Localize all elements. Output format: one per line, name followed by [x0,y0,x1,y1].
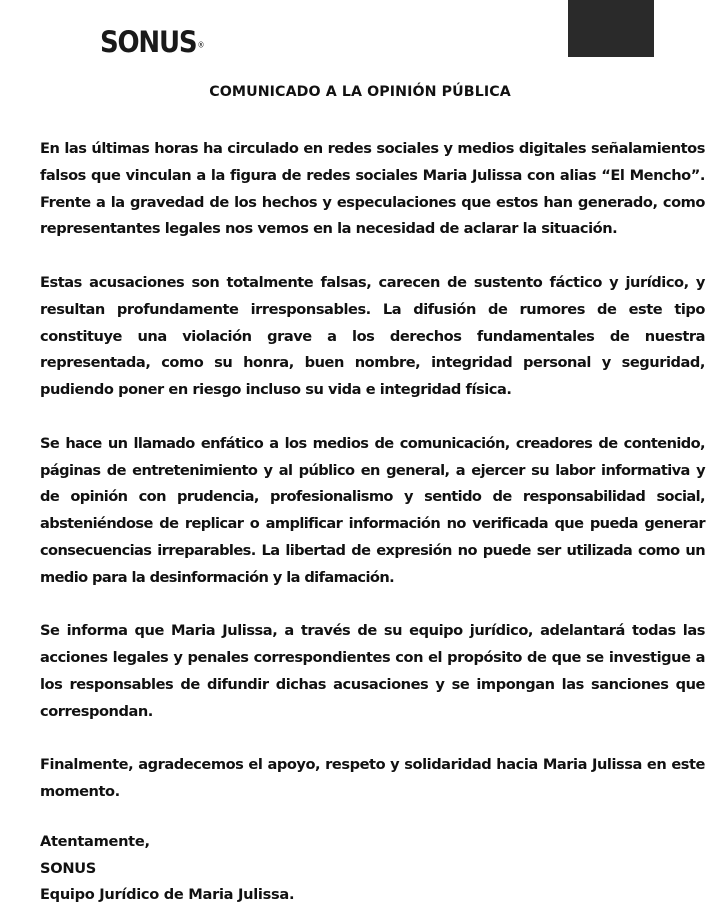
signature-company: SONUS [40,859,96,877]
sonus-logo [100,26,204,60]
signature-closing: Atentamente, [40,833,150,850]
paragraph-3: Se hace un llamado enfático a los medios de comunicación, creadores de contenido, páginas de entretenimiento y al público en general, a ejercer su labor informativa y de opinión con prudencia, profesionalismo y sentido de responsabilidad social, absteniéndose de replicar o amplificar información no verificada que pueda generar consecuencias irreparables. La libertad de expresión no puede ser utilizada como un medio para la desinformación y la difamación. [40,434,705,586]
document-title: COMUNICADO A LA OPINIÓN PÚBLICA [209,84,511,100]
logo-text: SONUS [100,26,197,60]
paragraph-5: Finalmente, agradecemos el apoyo, respeto y solidaridad hacia Maria Julissa en este momento. [40,756,705,801]
document-body [40,136,705,833]
paragraph-4: Se informa que Maria Julissa, a través de su equipo jurídico, adelantará todas las acciones legales y penales correspondientes con el propósito de que se investigue a los responsables de difundir dichas acusaciones y se impongan las sanciones que correspondan. [40,622,705,720]
redaction-block [568,0,654,57]
signature-block [40,829,294,909]
paragraph-2: Estas acusaciones son totalmente falsas, carecen de sustento fáctico y jurídico, y resultan profundamente irresponsables. La difusión de rumores de este tipo constituye una violación grave a los derechos fundamentales de nuestra representada, como su honra, buen nombre, integridad personal y seguridad, pudiendo poner en riesgo incluso su vida e integridad física. [40,273,705,399]
paragraph-1: En las últimas horas ha circulado en redes sociales y medios digitales señalamientos falsos que vinculan a la figura de redes sociales Maria Julissa con alias “El Mencho”. Frente a la gravedad de los hechos y especulaciones que estos han generado, como representantes legales nos vemos en la necesidad de aclarar la situación. [40,140,705,238]
registered-mark: ® [197,40,205,50]
signature-team: Equipo Jurídico de Maria Julissa. [40,886,295,904]
